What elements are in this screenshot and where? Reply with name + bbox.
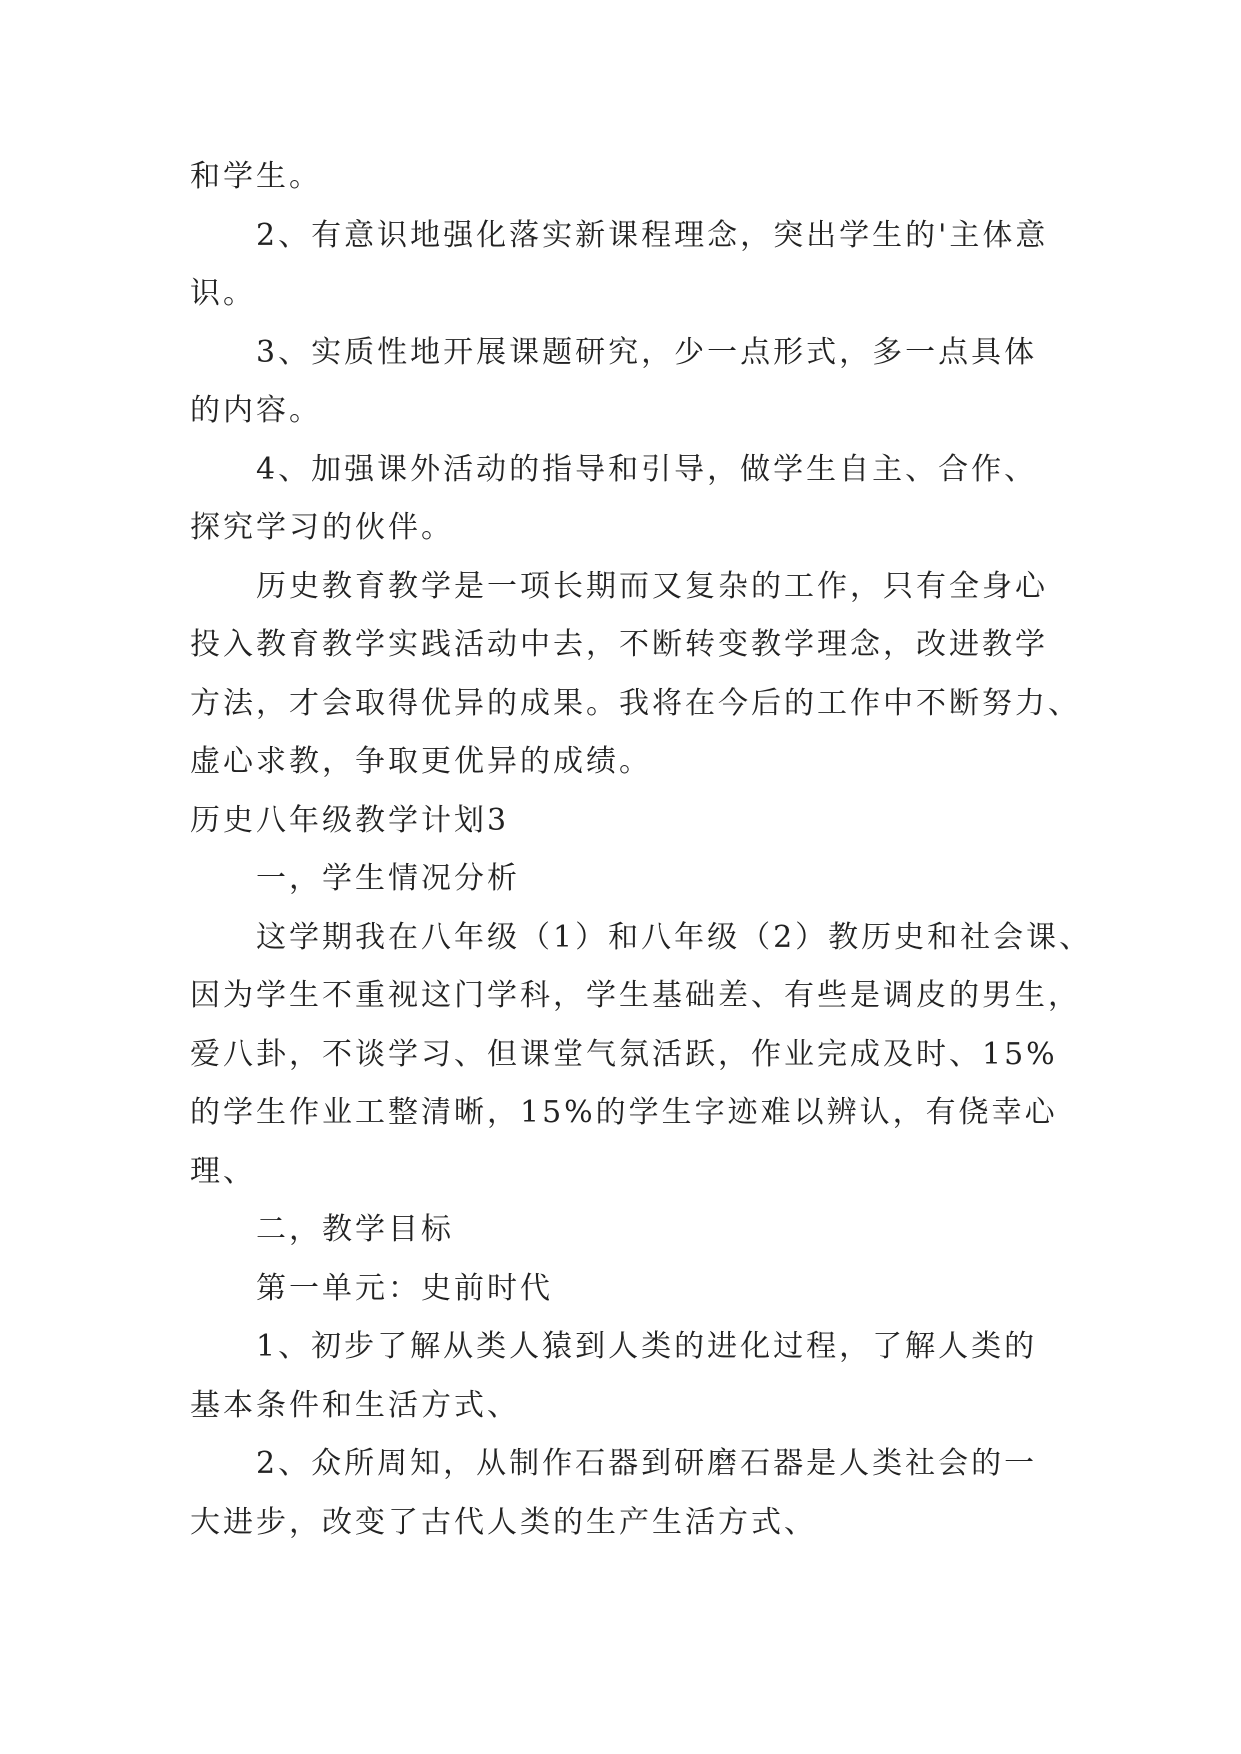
text-line: 3、实质性地开展课题研究，少一点形式，多一点具体: [256, 334, 1038, 370]
text-line: 2、众所周知，从制作石器到研磨石器是人类社会的一: [256, 1446, 1038, 1481]
subsection-heading: 一，学生情况分析: [256, 861, 520, 896]
document-body: [190, 148, 1093, 1552]
subsection-heading: 二，教学目标: [256, 1212, 454, 1247]
unit-heading: 第一单元：史前时代: [256, 1270, 553, 1306]
text-line: 1、初步了解从类人猿到人类的进化过程，了解人类的: [256, 1329, 1038, 1364]
text-line: 理、: [190, 1153, 256, 1189]
text-line: 和学生。: [190, 159, 322, 194]
text-line: 探究学习的伙伴。: [190, 510, 454, 545]
text-line: 大进步，改变了古代人类的生产生活方式、: [190, 1504, 817, 1540]
text-line: 2、有意识地强化落实新课程理念，突出学生的'主体意: [256, 217, 1049, 253]
text-line: 投入教育教学实践活动中去，不断转变教学理念，改进教学: [190, 627, 1048, 662]
text-line: 4、加强课外活动的指导和引导，做学生自主、合作、: [256, 451, 1038, 487]
text-line: 因为学生不重视这门学科，学生基础差、有些是调皮的男生，: [190, 978, 1081, 1013]
text-line: 虚心求教，争取更优异的成绩。: [190, 744, 652, 779]
text-line: 这学期我在八年级（1）和八年级（2）教历史和社会课、: [256, 919, 1093, 955]
section-heading: 历史八年级教学计划3: [190, 802, 510, 838]
text-line: 历史教育教学是一项长期而又复杂的工作，只有全身心: [256, 568, 1048, 604]
text-line: 的内容。: [190, 393, 322, 428]
text-line: 方法，才会取得优异的成果。我将在今后的工作中不断努力、: [190, 685, 1081, 721]
text-line: 识。: [190, 276, 256, 311]
text-line: 的学生作业工整清晰，15%的学生字迹难以辨认，有侥幸心: [190, 1095, 1058, 1130]
text-line: 基本条件和生活方式、: [190, 1387, 520, 1423]
text-line: 爱八卦，不谈学习、但课堂气氛活跃，作业完成及时、15%: [190, 1036, 1058, 1072]
